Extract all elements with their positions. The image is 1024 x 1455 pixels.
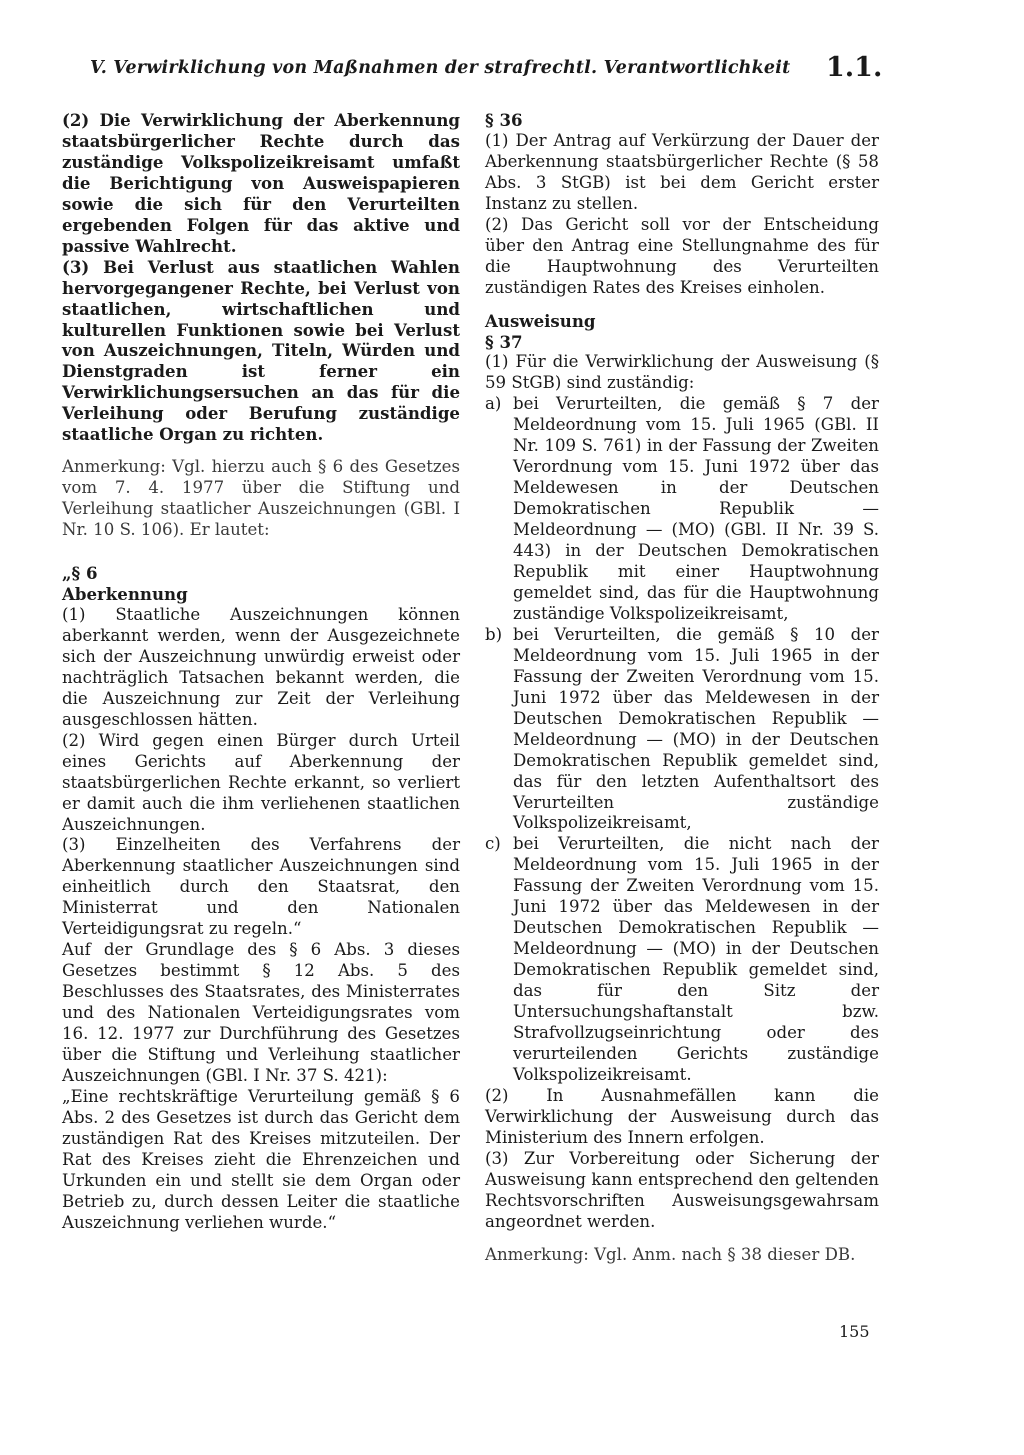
- annotation-note: Anmerkung: Vgl. hierzu auch § 6 des Gesetzes vom 7. 4. 1977 über die Stiftung und Verleihung staatlicher Auszeichnungen (GBl. I Nr. 10 S. 106). Er lautet:: [62, 457, 460, 540]
- section-36-paragraph-2: (2) Das Gericht soll vor der Entscheidung über den Antrag eine Stellungnahme des für die Hauptwohnung des Verurteilten zuständigen Rates des Kreises einholen.: [485, 214, 879, 297]
- section-37-paragraph-2: (2) In Ausnahmefällen kann die Verwirklichung der Ausweisung durch das Ministerium des Innern erfolgen.: [485, 1085, 879, 1147]
- quoted-paragraph-3: (3) Einzelheiten des Verfahrens der Aberkennung staatlicher Auszeichnungen sind einheitlich durch den Staatsrat, den Ministerrat und den Nationalen Verteidigungsrat zu regeln.“: [62, 835, 460, 939]
- list-item-text: bei Verurteilten, die gemäß § 7 der Meldeordnung vom 15. Juli 1965 (GBl. II Nr. 109 S. 761) in der Fassung der Zweiten Verordnung vom 15. Juni 1972 über das Meldewesen in der Deutschen Demokratischen Republik — Meldeordnung — (MO) (GBl. II Nr. 39 S. 443) in der Deutschen Demokratischen Republik mit einer Hauptwohnung gemeldet sind, das für die Hauptwohnung zuständige Volkspolizeikreisamt,: [513, 394, 879, 623]
- annotation-note-right: Anmerkung: Vgl. Anm. nach § 38 dieser DB.: [485, 1244, 856, 1264]
- implementing-provision: Auf der Grundlage des § 6 Abs. 3 dieses Gesetzes bestimmt § 12 Abs. 5 des Beschlusses des Staatsrates, des Ministerrates und des Nationalen Verteidigungsrates vom 16. 12. 1977 zur Durchführung des Gesetzes über die Stiftung und Verleihung staatlicher Auszeichnungen (GBl. I Nr. 37 S. 421):: [62, 940, 460, 1085]
- quoted-section-heading: Aberkennung: [62, 584, 188, 605]
- section-37-paragraph-3: (3) Zur Vorbereitung oder Sicherung der Ausweisung kann entsprechend den geltenden Rechtsvorschriften Ausweisungsgewahrsam angeordnet werden.: [485, 1148, 879, 1231]
- list-marker: c): [485, 834, 501, 854]
- list-item-a: [485, 394, 879, 624]
- list-item-c: [485, 834, 879, 1085]
- section-36-paragraph-1: (1) Der Antrag auf Verkürzung der Dauer der Aberkennung staatsbürgerlicher Rechte (§ 58 Abs. 3 StGB) ist bei dem Gericht erster Instanz zu stellen.: [485, 130, 879, 213]
- list-item-b: [485, 625, 879, 835]
- quoted-section-number: „§ 6: [62, 563, 98, 584]
- ausweisung-heading: Ausweisung: [485, 310, 596, 331]
- running-header: V. Verwirklichung von Maßnahmen der strafrechtl. Verantwortlichkeit: [90, 58, 791, 78]
- section-number: 1.1.: [826, 52, 883, 83]
- paragraph-3: (3) Bei Verlust aus staatlichen Wahlen hervorgegangener Rechte, bei Verlust von staatlichen, wirtschaftlichen und kulturellen Funktionen sowie bei Verlust von Auszeichnungen, Titeln, Würden und Dienstgraden ist ferner ein Verwirklichungsersuchen an das für die Verleihung oder Berufung zuständige staatliche Organ zu richten.: [62, 256, 460, 445]
- list-marker: a): [485, 394, 502, 414]
- left-column: [62, 110, 460, 1234]
- quoted-paragraph-2: (2) Wird gegen einen Bürger durch Urteil eines Gerichts auf Aberkennung der staatsbürgerlichen Rechte erkannt, so verliert er damit auch die ihm verliehenen staatlichen Auszeichnungen.: [62, 730, 460, 834]
- section-37-heading: § 37: [485, 331, 523, 352]
- quoted-paragraph-1: (1) Staatliche Auszeichnungen können aberkannt werden, wenn der Ausgezeichnete sich der Auszeichnung unwürdig erweist oder nachträglich Tatsachen bekannt werden, die die Auszeichnung zur Zeit der Verleihung ausgeschlossen hätten.: [62, 604, 460, 729]
- list-item-text: bei Verurteilten, die nicht nach der Meldeordnung vom 15. Juli 1965 in der Fassung der Zweiten Verordnung vom 15. Juni 1972 über das Meldewesen in der Deutschen Demokratischen Republik — Meldeordnung — (MO) in der Deutschen Demokratischen Republik gemeldet sind, das für den Sitz der Untersuchungshaftanstalt bzw. Strafvollzugseinrichtung oder des verurteilenden Gerichts zuständige Volkspolizeikreisamt.: [513, 834, 879, 1084]
- list-item-text: bei Verurteilten, die gemäß § 10 der Meldeordnung vom 15. Juli 1965 in der Fassung der Zweiten Verordnung vom 15. Juni 1972 über das Meldewesen in der Deutschen Demokratischen Republik — Meldeordnung — (MO) in der Deutschen Demokratischen Republik gemeldet sind, das für den letzten Aufenthaltsort des Verurteilten zuständige Volkspolizeikreisamt,: [513, 624, 879, 833]
- paragraph-2: (2) Die Verwirklichung der Aberkennung staatsbürgerlicher Rechte durch das zuständige Volkspolizeikreisamt umfaßt die Berichtigung von Ausweispapieren sowie die sich für den Verurteilten ergebenden Folgen für das aktive und passive Wahlrecht.: [62, 110, 460, 256]
- list-marker: b): [485, 624, 503, 644]
- right-column: [485, 110, 879, 1265]
- quoted-regulation: „Eine rechtskräftige Verurteilung gemäß § 6 Abs. 2 des Gesetzes ist durch das Gericht dem zuständigen Rat des Kreises mitzuteilen. Der Rat des Kreises zieht die Ehrenzeichen und Urkunden ein und stellt sie dem Organ oder Betrieb zu, durch dessen Leiter die staatliche Auszeichnung verliehen wurde.“: [62, 1086, 460, 1232]
- section-36-heading: § 36: [485, 110, 523, 130]
- section-37-paragraph-1: (1) Für die Verwirklichung der Ausweisung (§ 59 StGB) sind zuständig:: [485, 352, 879, 393]
- page-number: 155: [839, 1322, 870, 1341]
